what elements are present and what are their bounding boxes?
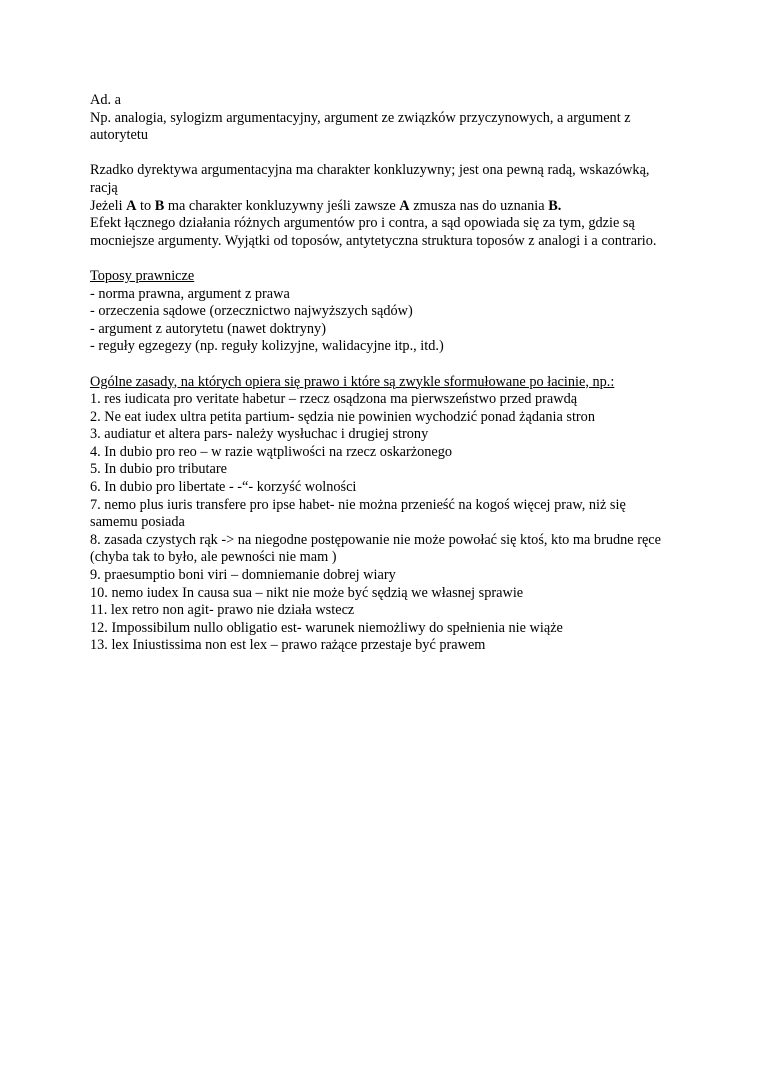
condition-middle: ma charakter konkluzywny jeśli zawsze	[164, 197, 400, 214]
condition-b-bold: B	[154, 197, 165, 214]
list-item: - reguły egzegezy (np. reguły kolizyjne, walidacyjne itp., itd.)	[90, 338, 444, 355]
condition-to: to	[136, 197, 155, 214]
list-item: 8. zasada czystych rąk -> na niegodne postępowanie nie może powołać się ktoś, kto ma brudne ręce (chyba tak to było, ale pewności nie mam )	[90, 531, 661, 566]
list-item: - argument z autorytetu (nawet doktryny)	[90, 320, 326, 337]
document-body	[90, 92, 674, 655]
section-heading-ad-a: Ad. a	[90, 92, 121, 108]
toposy-list	[90, 286, 674, 356]
intro-paragraph: Np. analogia, sylogizm argumentacyjny, argument ze związków przyczynowych, a argument z autorytetu	[90, 109, 631, 144]
effect-paragraph: Efekt łącznego działania różnych argumentów pro i contra, a sąd opowiada się za tym, gdzie są mocniejsze argumenty. Wyjątki od toposów, antytetyczna struktura toposów z analogi i a contrario.	[90, 215, 657, 249]
toposy-heading: Toposy prawnicze	[90, 267, 195, 284]
list-item: 3. audiatur et altera pars- należy wysłuchac i drugiej strony	[90, 426, 429, 443]
list-item: 12. Impossibilum nullo obligatio est- warunek niemożliwy do spełnienia nie wiąże	[90, 619, 563, 636]
list-item: 10. nemo iudex In causa sua – nikt nie może być sędzią we własnej sprawie	[90, 584, 524, 601]
condition-a2-bold: A	[399, 197, 410, 214]
list-item: 7. nemo plus iuris transfere pro ipse habet- nie można przenieść na kogoś więcej praw, niż się samemu posiada	[90, 496, 626, 531]
zasady-heading: Ogólne zasady, na których opiera się prawo i które są zwykle sformułowane po łacinie, np.:	[90, 373, 615, 390]
condition-a-bold: A	[126, 197, 137, 214]
blank-line	[90, 250, 674, 268]
list-item: 6. In dubio pro libertate - -“- korzyść wolności	[90, 479, 357, 496]
condition-b2-bold: B.	[548, 197, 562, 214]
list-item: 2. Ne eat iudex ultra petita partium- sędzia nie powinien wychodzić ponad żądania stron	[90, 408, 595, 425]
list-item: - norma prawna, argument z prawa	[90, 285, 290, 302]
list-item: 4. In dubio pro reo – w razie wątpliwości na rzecz oskarżonego	[90, 443, 453, 460]
zasady-list	[90, 391, 674, 655]
list-item: 11. lex retro non agit- prawo nie działa wstecz	[90, 602, 355, 619]
condition-prefix: Jeżeli	[90, 197, 127, 214]
list-item: 1. res iudicata pro veritate habetur – rzecz osądzona ma pierwszeństwo przed prawdą	[90, 391, 578, 408]
blank-line	[90, 145, 674, 163]
list-item: 5. In dubio pro tributare	[90, 461, 227, 478]
blank-line	[90, 356, 674, 374]
list-item: 9. praesumptio boni viri – domniemanie dobrej wiary	[90, 567, 396, 584]
directive-paragraph: Rzadko dyrektywa argumentacyjna ma charakter konkluzywny; jest ona pewną radą, wskazówką, racją	[90, 162, 650, 196]
list-item: - orzeczenia sądowe (orzecznictwo najwyższych sądów)	[90, 303, 413, 320]
condition-end: zmusza nas do uznania	[409, 197, 549, 214]
condition-paragraph	[90, 198, 674, 216]
list-item: 13. lex Iniustissima non est lex – prawo rażące przestaje być prawem	[90, 637, 486, 654]
